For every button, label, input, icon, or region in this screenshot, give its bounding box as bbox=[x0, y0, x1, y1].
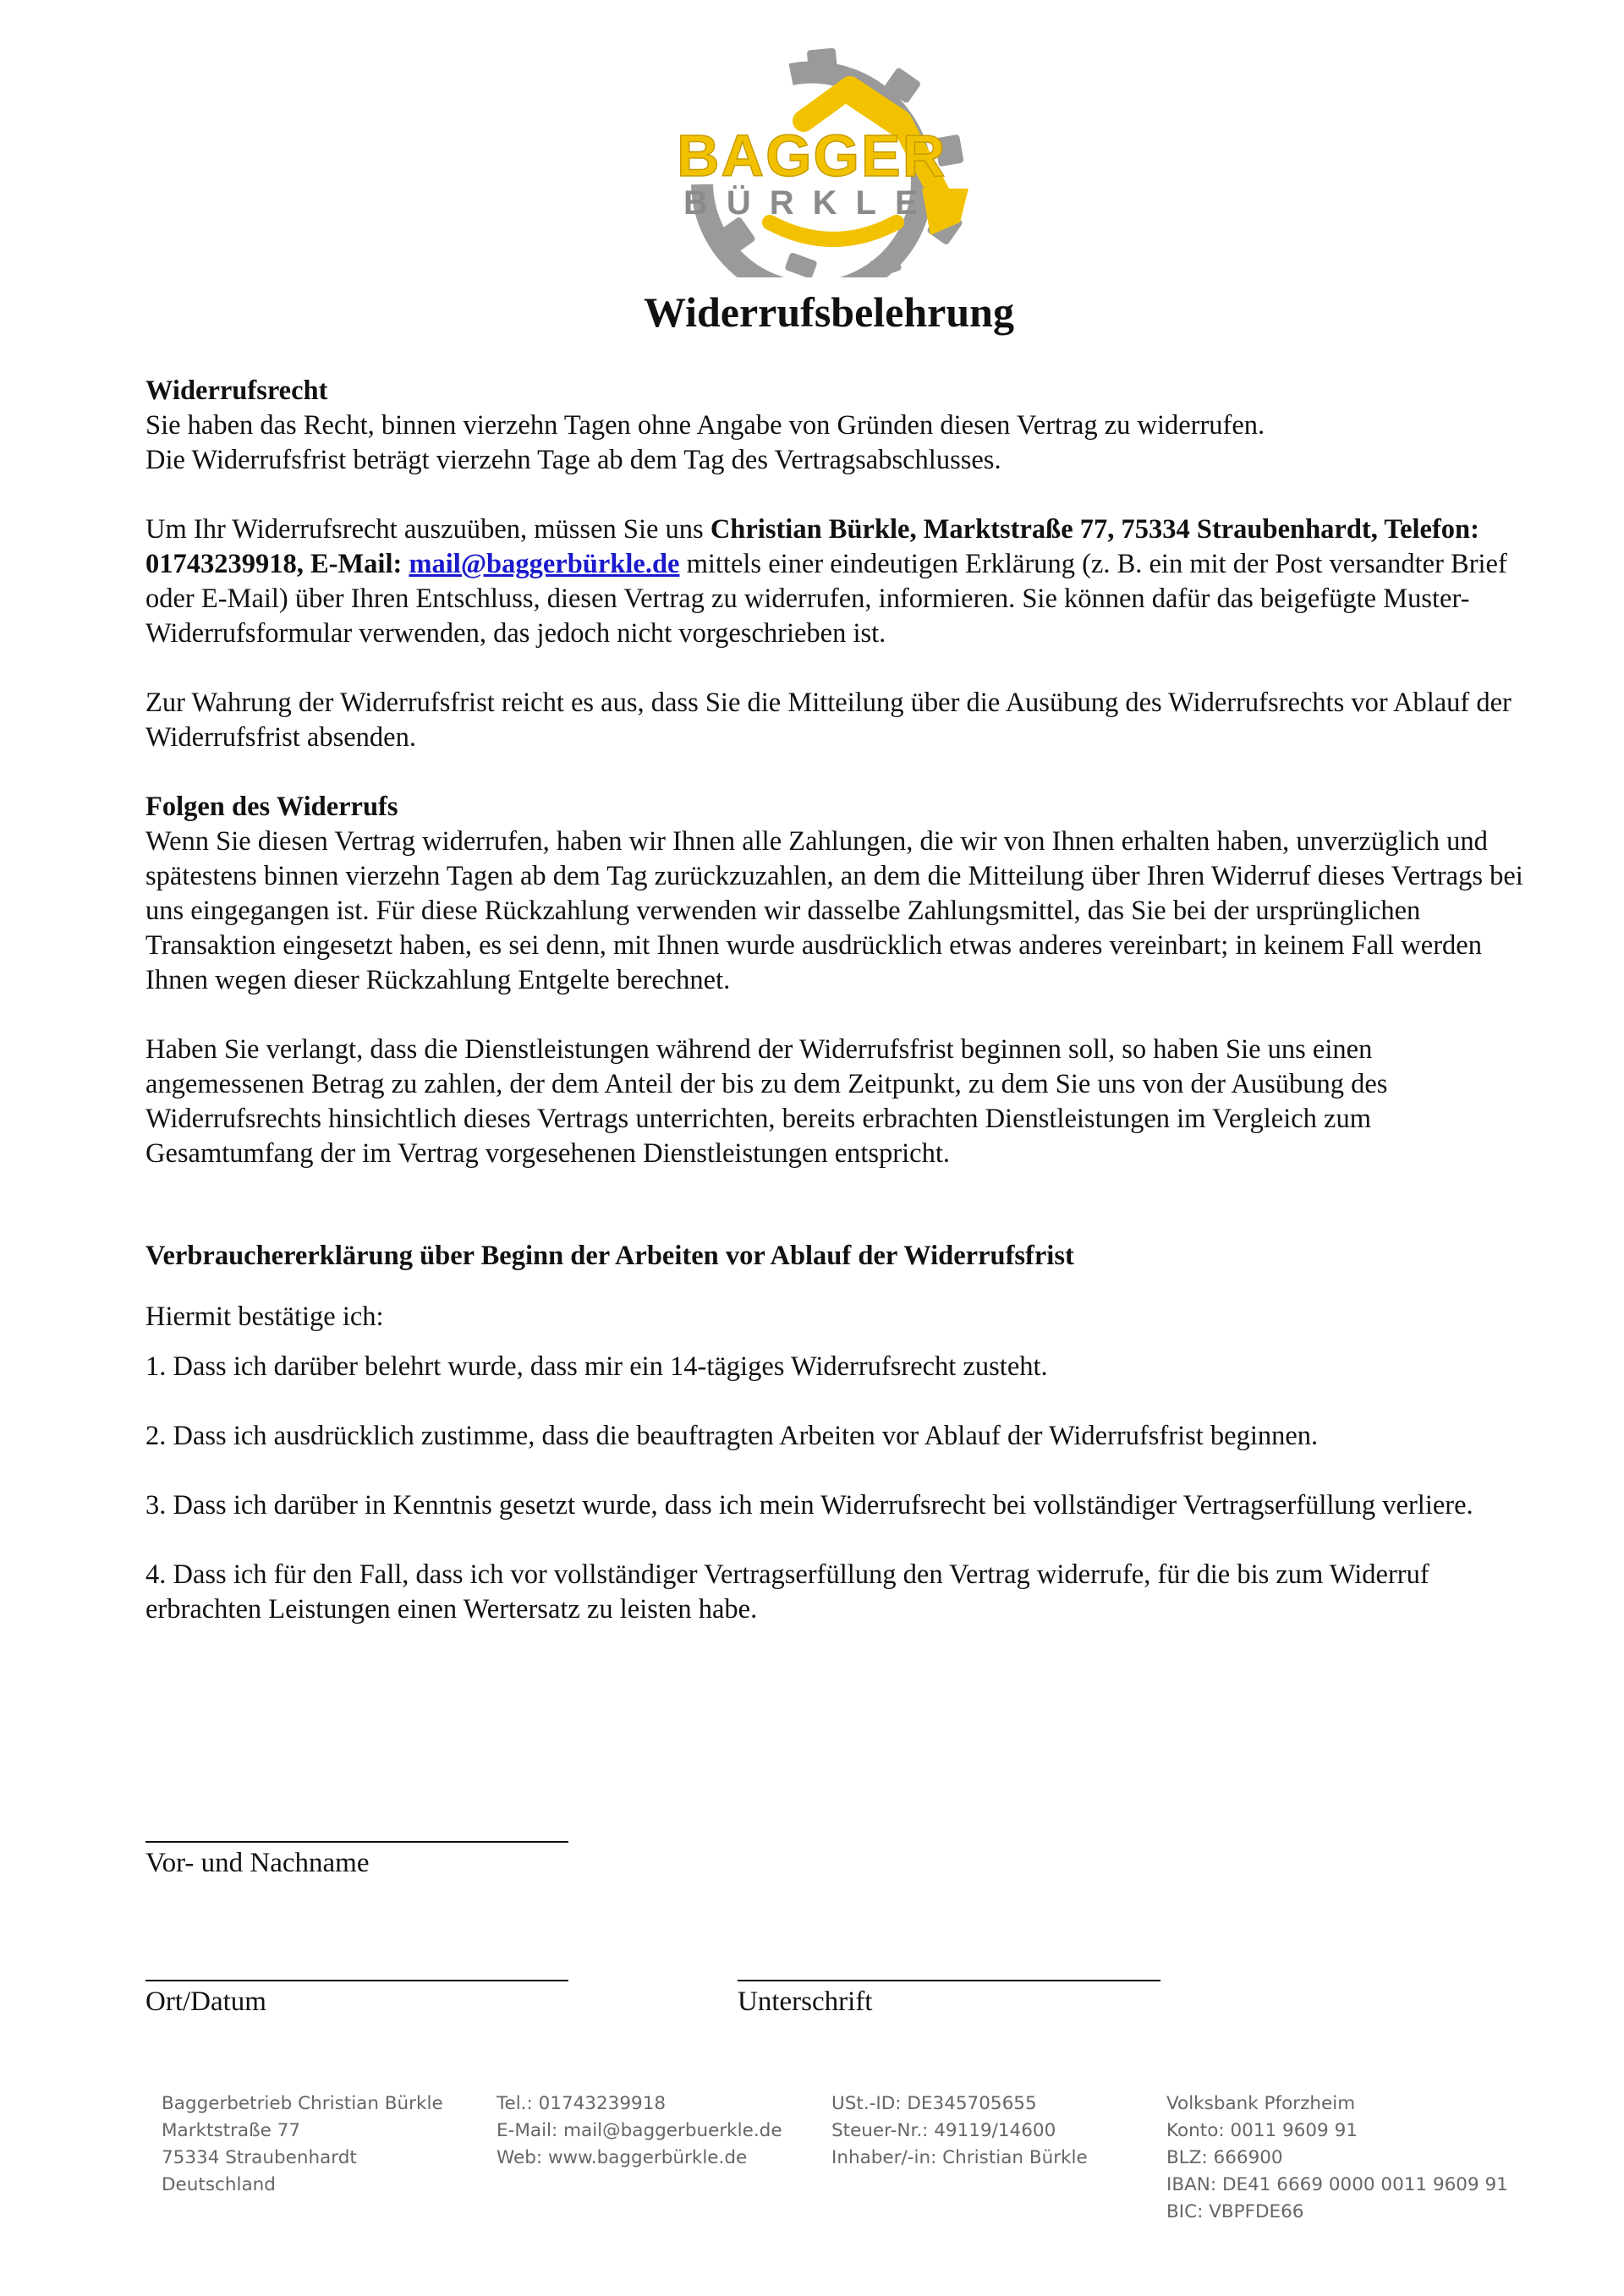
exercise-text-post: mittels einer eindeutigen Erklärung (z. B. ein mit der Post versandter Brief oder E-Mail) über Ihren Entschluss, diesen Vertrag zu widerrufen, informieren. Sie können dafür das beigefügte Muster-Widerrufsformular verwenden, das jedoch nicht vorgeschrieben ist. bbox=[145, 549, 1507, 649]
paragraph-services: Haben Sie verlangt, dass die Dienstleistungen während der Widerrufsfrist beginnen soll, so haben Sie uns einen angemessenen Betrag zu zahlen, der dem Anteil der bis zu dem Zeitpunkt, zu dem Sie uns von der Ausübung des Widerrufsrechts hinsichtlich dieses Vertrags unterrichten, bereits erbrachten Dienstleistungen im Vergleich zum Gesamtumfang der im Vertrag vorgesehenen Dienstleistungen entspricht. bbox=[145, 1034, 1388, 1169]
footer-country: Deutschland bbox=[162, 2174, 276, 2195]
footer-company-name: Baggerbetrieb Christian Bürkle bbox=[162, 2093, 443, 2114]
name-signature-field[interactable] bbox=[145, 1841, 568, 1879]
declaration-intro: Hiermit bestätige ich: bbox=[145, 1301, 384, 1332]
paragraph-exercise-right bbox=[145, 512, 1533, 651]
footer-company bbox=[162, 2091, 443, 2199]
footer-bank-name: Volksbank Pforzheim bbox=[1166, 2093, 1356, 2114]
footer-bic: BIC: VBPFDE66 bbox=[1166, 2201, 1304, 2222]
heading-consequences: Folgen des Widerrufs bbox=[145, 792, 398, 822]
heading-widerrufsrecht: Widerrufsrecht bbox=[145, 375, 328, 406]
footer-account: Konto: 0011 9609 91 bbox=[1166, 2120, 1358, 2141]
signature-field[interactable] bbox=[738, 1980, 1160, 2018]
declaration-item: 4. Dass ich für den Fall, dass ich vor vollständiger Vertragserfüllung den Vertrag widerrufe, für die bis zum Widerruf erbrachten Leistungen einen Wertersatz zu leisten habe. bbox=[145, 1559, 1429, 1625]
name-line bbox=[145, 1841, 568, 1843]
footer-tax bbox=[831, 2091, 1088, 2172]
company-logo bbox=[643, 41, 998, 277]
place-date-label: Ort/Datum bbox=[145, 1986, 266, 2017]
footer-tax-number: Steuer-Nr.: 49119/14600 bbox=[831, 2120, 1056, 2141]
logo-text-buerkle: BÜRKLE bbox=[683, 184, 936, 222]
footer-vat-id: USt.-ID: DE345705655 bbox=[831, 2093, 1037, 2114]
footer-email: E-Mail: mail@baggerbuerkle.de bbox=[497, 2120, 782, 2141]
footer-bank bbox=[1166, 2091, 1508, 2226]
declaration-item: 2. Dass ich ausdrücklich zustimme, dass die beauftragten Arbeiten vor Ablauf der Widerrufsfrist beginnen. bbox=[145, 1421, 1319, 1451]
footer-city: 75334 Straubenhardt bbox=[162, 2147, 357, 2168]
email-link[interactable]: mail@baggerbürkle.de bbox=[409, 549, 680, 579]
smile-arc bbox=[770, 222, 897, 239]
paragraph-right-line1: Sie haben das Recht, binnen vierzehn Tagen ohne Angabe von Gründen diesen Vertrag zu widerrufen. bbox=[145, 410, 1265, 441]
place-date-field[interactable] bbox=[145, 1980, 568, 2018]
bagger-logo-graphic bbox=[643, 41, 998, 277]
signature-label: Unterschrift bbox=[738, 1986, 873, 2017]
paragraph-right-line2: Die Widerrufsfrist beträgt vierzehn Tage ab dem Tag des Vertragsabschlusses. bbox=[145, 445, 1001, 475]
footer-web: Web: www.baggerbürkle.de bbox=[497, 2147, 748, 2168]
paragraph-consequences: Wenn Sie diesen Vertrag widerrufen, haben wir Ihnen alle Zahlungen, die wir von Ihnen erhalten haben, unverzüglich und spätestens binnen vierzehn Tagen ab dem Tag zurückzuzahlen, an dem die Mitteilung über Ihren Widerruf dieses Vertrags bei uns eingegangen ist. Für diese Rückzahlung verwenden wir dasselbe Zahlungsmittel, das Sie bei der ursprünglichen Transaktion eingesetzt haben, es sei denn, mit Ihnen wurde ausdrücklich etwas anderes vereinbart; in keinem Fall werden Ihnen wegen dieser Rückzahlung Entgelte berechnet. bbox=[145, 826, 1523, 995]
declaration-item: 1. Dass ich darüber belehrt wurde, dass mir ein 14-tägiges Widerrufsrecht zusteht. bbox=[145, 1351, 1048, 1382]
footer-phone: Tel.: 01743239918 bbox=[497, 2093, 667, 2114]
place-date-line bbox=[145, 1980, 568, 1981]
declaration-item: 3. Dass ich darüber in Kenntnis gesetzt wurde, dass ich mein Widerrufsrecht bei vollständiger Vertragserfüllung verliere. bbox=[145, 1490, 1473, 1521]
footer-iban: IBAN: DE41 6669 0000 0011 9609 91 bbox=[1166, 2174, 1508, 2195]
footer-owner: Inhaber/-in: Christian Bürkle bbox=[831, 2147, 1088, 2168]
footer-blz: BLZ: 666900 bbox=[1166, 2147, 1283, 2168]
page-title: Widerrufsbelehrung bbox=[644, 288, 1014, 336]
heading-consumer-declaration: Verbrauchererklärung über Beginn der Arbeiten vor Ablauf der Widerrufsfrist bbox=[145, 1241, 1074, 1271]
logo-text-bagger: BAGGER bbox=[677, 123, 947, 189]
paragraph-deadline: Zur Wahrung der Widerrufsfrist reicht es aus, dass Sie die Mitteilung über die Ausübung des Widerrufsrechts vor Ablauf der Widerrufsfrist absenden. bbox=[145, 688, 1512, 753]
document-body bbox=[145, 374, 1533, 1627]
contact-details: Christian Bürkle, Marktstraße 77, 75334 Straubenhardt, Telefon: 01743239918, E-Mail: bbox=[145, 514, 1479, 579]
signature-line bbox=[738, 1980, 1160, 1981]
name-label: Vor- und Nachname bbox=[145, 1848, 370, 1878]
footer-street: Marktstraße 77 bbox=[162, 2120, 301, 2141]
exercise-text-pre: Um Ihr Widerrufsrecht auszuüben, müssen Sie uns bbox=[145, 514, 710, 545]
footer-contact bbox=[497, 2091, 782, 2172]
